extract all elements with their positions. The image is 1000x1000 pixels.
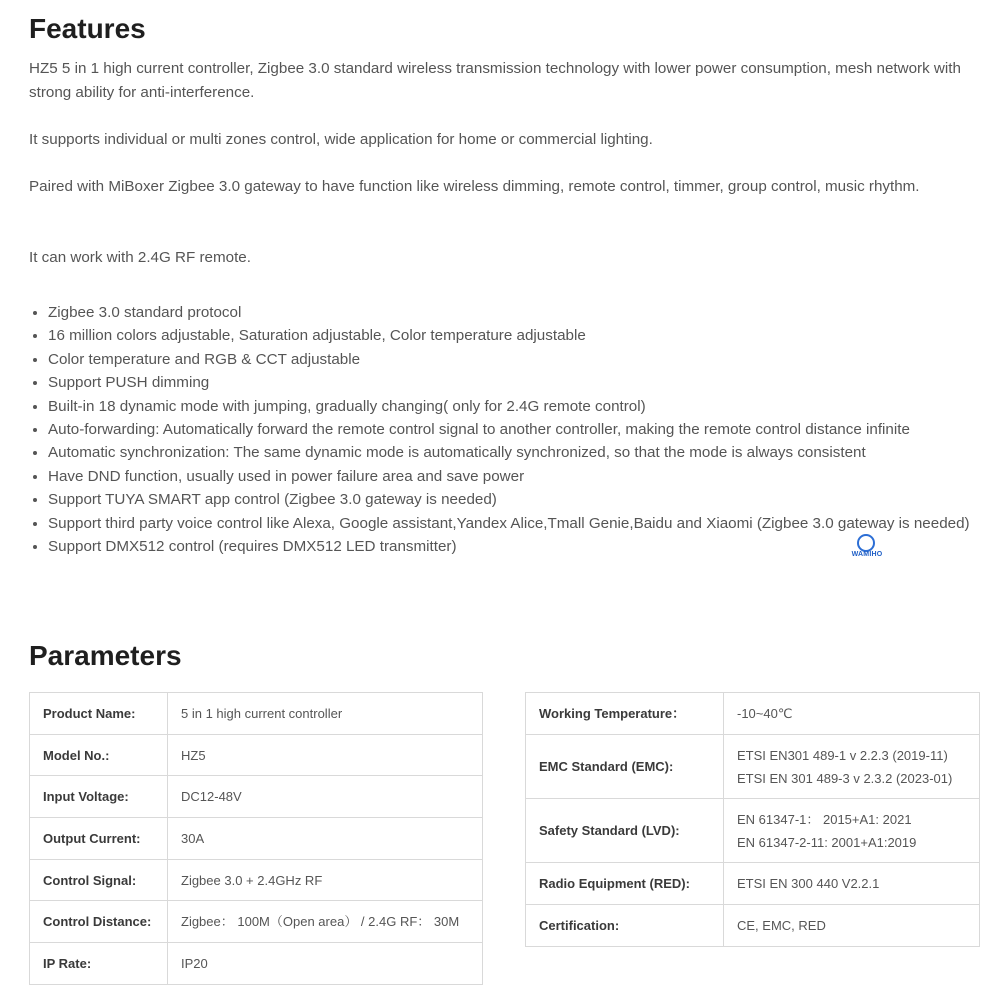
param-value-line: ETSI EN 300 440 V2.2.1 — [737, 876, 880, 891]
parameters-heading: Parameters — [29, 640, 182, 671]
param-value — [724, 735, 980, 799]
table-row — [30, 776, 483, 818]
param-value — [724, 905, 980, 947]
watermark-text: WAMIHO — [851, 551, 883, 558]
list-item: • Have DND function, usually used in power failure area and save power — [48, 465, 1000, 488]
param-value: Zigbee： 100M（Open area） / 2.4G RF： 30M — [168, 901, 483, 943]
table-row — [526, 735, 980, 799]
table-row — [30, 901, 483, 943]
param-value — [724, 693, 980, 735]
param-value-line: ETSI EN 301 489-3 v 2.3.2 (2023-01) — [737, 770, 953, 786]
param-value: IP20 — [168, 943, 483, 985]
list-item: • Support DMX512 control (requires DMX512 LED transmitter) — [48, 535, 1000, 558]
param-value: HZ5 — [168, 734, 483, 776]
table-row — [526, 799, 980, 863]
table-row — [30, 693, 483, 735]
features-paragraph: It can work with 2.4G RF remote. — [29, 249, 251, 266]
table-row — [30, 943, 483, 985]
table-row — [30, 859, 483, 901]
table-row — [526, 863, 980, 905]
param-key: Output Current: — [30, 818, 168, 860]
param-value-line: ETSI EN301 489-1 v 2.2.3 (2019-11) — [737, 747, 948, 763]
list-item: • Auto-forwarding: Automatically forward the remote control signal to another controller, making the remote control distance infinite — [48, 418, 1000, 441]
param-key: Product Name: — [30, 693, 168, 735]
features-list — [29, 301, 1000, 558]
table-row — [30, 734, 483, 776]
param-value: 5 in 1 high current controller — [168, 693, 483, 735]
param-key: Control Signal: — [30, 859, 168, 901]
param-value-line: EN 61347-2-11: 2001+A1:2019 — [737, 834, 917, 850]
param-value: DC12-48V — [168, 776, 483, 818]
param-key: Input Voltage: — [30, 776, 168, 818]
features-heading: Features — [29, 13, 146, 44]
features-paragraph: Paired with MiBoxer Zigbee 3.0 gateway to have function like wireless dimming, remote control, timmer, group control, music rhythm. — [29, 178, 920, 195]
param-key: EMC Standard (EMC): — [526, 735, 724, 799]
param-key: Certification: — [526, 905, 724, 947]
param-key: Model No.: — [30, 734, 168, 776]
param-value — [724, 799, 980, 863]
parameters-table-left — [29, 692, 483, 985]
list-item: • Color temperature and RGB & CCT adjustable — [48, 348, 1000, 371]
list-item: • Automatic synchronization: The same dynamic mode is automatically synchronized, so that the mode is always consistent — [48, 441, 1000, 464]
param-value: 30A — [168, 818, 483, 860]
list-item: • 16 million colors adjustable, Saturation adjustable, Color temperature adjustable — [48, 324, 1000, 347]
features-paragraph: HZ5 5 in 1 high current controller, Zigbee 3.0 standard wireless transmission technology with lower power consumption, mesh network with strong ability for anti-interference. — [29, 60, 961, 101]
param-value: Zigbee 3.0 + 2.4GHz RF — [168, 859, 483, 901]
param-value-line: -10~40℃ — [737, 706, 793, 721]
param-key: Working Temperature： — [526, 693, 724, 735]
param-key: IP Rate: — [30, 943, 168, 985]
param-key: Radio Equipment (RED): — [526, 863, 724, 905]
param-key: Safety Standard (LVD): — [526, 799, 724, 863]
table-row — [526, 693, 980, 735]
parameters-table-right — [525, 692, 980, 947]
param-key: Control Distance: — [30, 901, 168, 943]
watermark-circle-icon — [857, 534, 875, 552]
list-item: • Support PUSH dimming — [48, 371, 1000, 394]
list-item: • Support TUYA SMART app control (Zigbee 3.0 gateway is needed) — [48, 488, 1000, 511]
table-row — [526, 905, 980, 947]
param-value-line: EN 61347-1： 2015+A1: 2021 — [737, 811, 912, 827]
list-item: • Support third party voice control like Alexa, Google assistant,Yandex Alice,Tmall Genie,Baidu and Xiaomi (Zigbee 3.0 gateway is needed) — [48, 512, 1000, 535]
list-item: • Zigbee 3.0 standard protocol — [48, 301, 1000, 324]
param-value-line: CE, EMC, RED — [737, 918, 826, 933]
list-item: • Built-in 18 dynamic mode with jumping, gradually changing( only for 2.4G remote control) — [48, 395, 1000, 418]
features-paragraph: It supports individual or multi zones control, wide application for home or commercial lighting. — [29, 131, 653, 148]
param-value — [724, 863, 980, 905]
watermark-logo — [849, 534, 885, 562]
table-row — [30, 818, 483, 860]
